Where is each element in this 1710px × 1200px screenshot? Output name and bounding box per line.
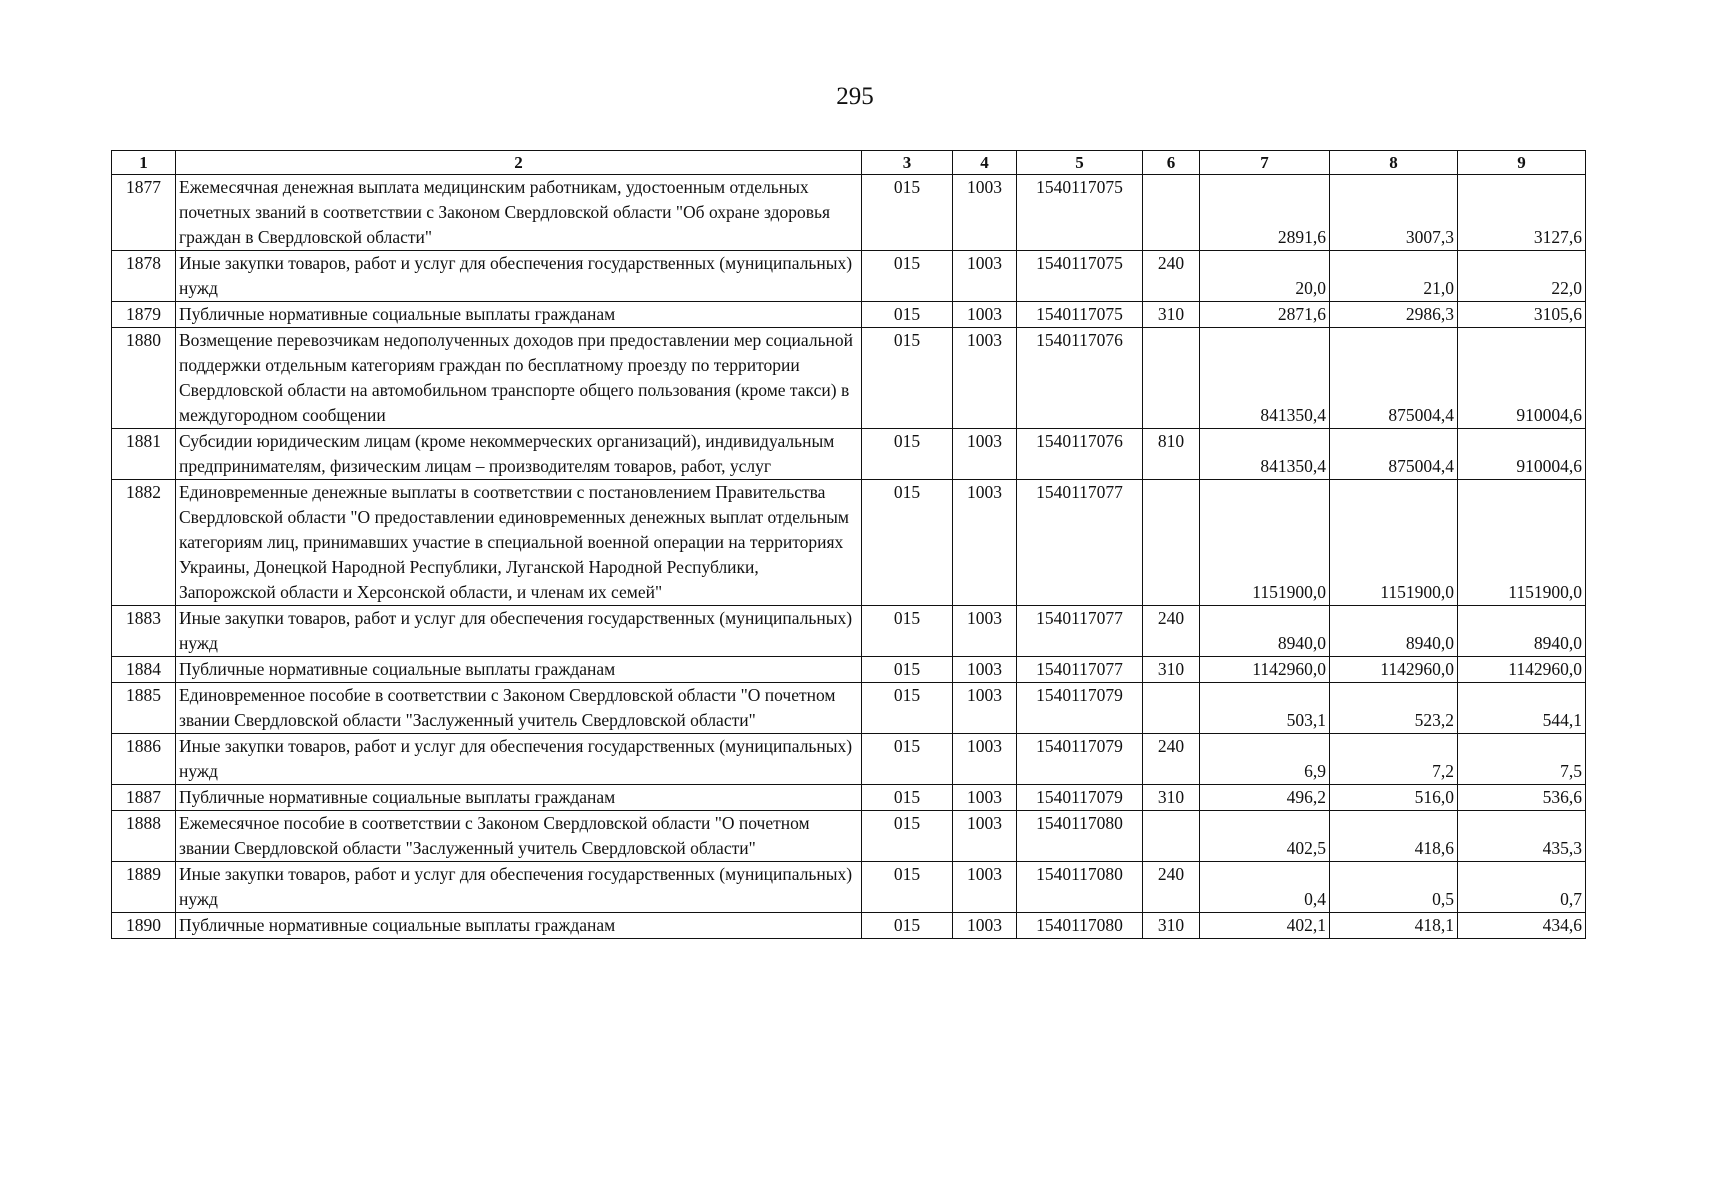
row-number-cell: 1885 bbox=[112, 683, 176, 734]
amount-cell-col9: 544,1 bbox=[1458, 683, 1586, 734]
row-number-cell: 1881 bbox=[112, 429, 176, 480]
ministry-code-cell: 015 bbox=[862, 429, 953, 480]
description-cell: Единовременные денежные выплаты в соответствии с постановлением Правительства Свердловской области "О предоставлении единовременных денежных выплат отдельным категориям лиц, принимавших участие в специальной военной операции на территориях Украины, Донецкой Народной Республики, Луганской Народной Республики, Запорожской области и Херсонской области, и членам их семей" bbox=[176, 480, 862, 606]
header-cell: 9 bbox=[1458, 151, 1586, 175]
header-cell: 2 bbox=[176, 151, 862, 175]
expense-type-cell: 810 bbox=[1143, 429, 1200, 480]
ministry-code-cell: 015 bbox=[862, 606, 953, 657]
expense-type-cell: 310 bbox=[1143, 657, 1200, 683]
expense-type-cell: 240 bbox=[1143, 251, 1200, 302]
target-article-cell: 1540117079 bbox=[1017, 734, 1143, 785]
ministry-code-cell: 015 bbox=[862, 811, 953, 862]
amount-cell-col9: 8940,0 bbox=[1458, 606, 1586, 657]
ministry-code-cell: 015 bbox=[862, 302, 953, 328]
amount-cell-col9: 435,3 bbox=[1458, 811, 1586, 862]
table-row bbox=[112, 175, 1586, 251]
table-row bbox=[112, 480, 1586, 606]
table-row bbox=[112, 811, 1586, 862]
amount-cell-col9: 434,6 bbox=[1458, 913, 1586, 939]
table-body bbox=[112, 175, 1586, 939]
expense-type-cell: 310 bbox=[1143, 785, 1200, 811]
amount-cell-col9: 1151900,0 bbox=[1458, 480, 1586, 606]
row-number-cell: 1884 bbox=[112, 657, 176, 683]
row-number-cell: 1882 bbox=[112, 480, 176, 606]
expense-type-cell: 310 bbox=[1143, 913, 1200, 939]
target-article-cell: 1540117080 bbox=[1017, 811, 1143, 862]
section-code-cell: 1003 bbox=[953, 913, 1017, 939]
description-cell: Ежемесячная денежная выплата медицинским работникам, удостоенным отдельных почетных званий в соответствии с Законом Свердловской области "Об охране здоровья граждан в Свердловской области" bbox=[176, 175, 862, 251]
description-cell: Иные закупки товаров, работ и услуг для обеспечения государственных (муниципальных) нужд bbox=[176, 734, 862, 785]
table-row bbox=[112, 429, 1586, 480]
amount-cell-col9: 22,0 bbox=[1458, 251, 1586, 302]
amount-cell-col9: 3127,6 bbox=[1458, 175, 1586, 251]
amount-cell-col8: 875004,4 bbox=[1330, 429, 1458, 480]
ministry-code-cell: 015 bbox=[862, 480, 953, 606]
header-cell: 5 bbox=[1017, 151, 1143, 175]
table-row bbox=[112, 328, 1586, 429]
description-cell: Публичные нормативные социальные выплаты гражданам bbox=[176, 302, 862, 328]
description-cell: Публичные нормативные социальные выплаты гражданам bbox=[176, 657, 862, 683]
ministry-code-cell: 015 bbox=[862, 175, 953, 251]
description-cell: Публичные нормативные социальные выплаты гражданам bbox=[176, 785, 862, 811]
header-cell: 3 bbox=[862, 151, 953, 175]
table-row bbox=[112, 734, 1586, 785]
ministry-code-cell: 015 bbox=[862, 785, 953, 811]
expense-type-cell bbox=[1143, 328, 1200, 429]
amount-cell-col8: 3007,3 bbox=[1330, 175, 1458, 251]
amount-cell-col9: 3105,6 bbox=[1458, 302, 1586, 328]
amount-cell-col9: 7,5 bbox=[1458, 734, 1586, 785]
amount-cell-col8: 21,0 bbox=[1330, 251, 1458, 302]
row-number-cell: 1883 bbox=[112, 606, 176, 657]
amount-cell-col9: 0,7 bbox=[1458, 862, 1586, 913]
header-cell: 7 bbox=[1200, 151, 1330, 175]
row-number-cell: 1879 bbox=[112, 302, 176, 328]
target-article-cell: 1540117077 bbox=[1017, 606, 1143, 657]
ministry-code-cell: 015 bbox=[862, 657, 953, 683]
section-code-cell: 1003 bbox=[953, 734, 1017, 785]
amount-cell-col8: 1151900,0 bbox=[1330, 480, 1458, 606]
table-row bbox=[112, 785, 1586, 811]
amount-cell-col7: 20,0 bbox=[1200, 251, 1330, 302]
header-row bbox=[112, 151, 1586, 175]
amount-cell-col8: 2986,3 bbox=[1330, 302, 1458, 328]
amount-cell-col8: 523,2 bbox=[1330, 683, 1458, 734]
row-number-cell: 1888 bbox=[112, 811, 176, 862]
amount-cell-col7: 2871,6 bbox=[1200, 302, 1330, 328]
description-cell: Единовременное пособие в соответствии с Законом Свердловской области "О почетном звании Свердловской области "Заслуженный учитель Свердловской области" bbox=[176, 683, 862, 734]
row-number-cell: 1878 bbox=[112, 251, 176, 302]
amount-cell-col7: 841350,4 bbox=[1200, 429, 1330, 480]
header-cell: 1 bbox=[112, 151, 176, 175]
amount-cell-col7: 1151900,0 bbox=[1200, 480, 1330, 606]
header-cell: 4 bbox=[953, 151, 1017, 175]
table-row bbox=[112, 302, 1586, 328]
table-row bbox=[112, 862, 1586, 913]
expense-type-cell bbox=[1143, 480, 1200, 606]
ministry-code-cell: 015 bbox=[862, 734, 953, 785]
amount-cell-col9: 910004,6 bbox=[1458, 429, 1586, 480]
description-cell: Ежемесячное пособие в соответствии с Законом Свердловской области "О почетном звании Свердловской области "Заслуженный учитель Свердловской области" bbox=[176, 811, 862, 862]
section-code-cell: 1003 bbox=[953, 683, 1017, 734]
target-article-cell: 1540117076 bbox=[1017, 429, 1143, 480]
table-row bbox=[112, 683, 1586, 734]
expense-type-cell bbox=[1143, 811, 1200, 862]
section-code-cell: 1003 bbox=[953, 657, 1017, 683]
amount-cell-col8: 1142960,0 bbox=[1330, 657, 1458, 683]
ministry-code-cell: 015 bbox=[862, 683, 953, 734]
table-row bbox=[112, 251, 1586, 302]
amount-cell-col8: 418,1 bbox=[1330, 913, 1458, 939]
amount-cell-col7: 496,2 bbox=[1200, 785, 1330, 811]
target-article-cell: 1540117079 bbox=[1017, 785, 1143, 811]
expense-type-cell: 240 bbox=[1143, 734, 1200, 785]
ministry-code-cell: 015 bbox=[862, 913, 953, 939]
section-code-cell: 1003 bbox=[953, 811, 1017, 862]
description-cell: Возмещение перевозчикам недополученных доходов при предоставлении мер социальной поддержки отдельным категориям граждан по бесплатному проезду по территории Свердловской области на автомобильном транспорте общего пользования (кроме такси) в междугородном сообщении bbox=[176, 328, 862, 429]
ministry-code-cell: 015 bbox=[862, 862, 953, 913]
page-number: 295 bbox=[836, 83, 874, 110]
ministry-code-cell: 015 bbox=[862, 251, 953, 302]
section-code-cell: 1003 bbox=[953, 862, 1017, 913]
section-code-cell: 1003 bbox=[953, 785, 1017, 811]
amount-cell-col7: 1142960,0 bbox=[1200, 657, 1330, 683]
expense-type-cell bbox=[1143, 175, 1200, 251]
amount-cell-col8: 0,5 bbox=[1330, 862, 1458, 913]
amount-cell-col8: 7,2 bbox=[1330, 734, 1458, 785]
section-code-cell: 1003 bbox=[953, 480, 1017, 606]
row-number-cell: 1887 bbox=[112, 785, 176, 811]
amount-cell-col7: 8940,0 bbox=[1200, 606, 1330, 657]
expense-type-cell: 240 bbox=[1143, 606, 1200, 657]
budget-table bbox=[111, 150, 1586, 939]
amount-cell-col7: 0,4 bbox=[1200, 862, 1330, 913]
section-code-cell: 1003 bbox=[953, 251, 1017, 302]
section-code-cell: 1003 bbox=[953, 606, 1017, 657]
amount-cell-col8: 516,0 bbox=[1330, 785, 1458, 811]
header-cell: 6 bbox=[1143, 151, 1200, 175]
amount-cell-col7: 503,1 bbox=[1200, 683, 1330, 734]
amount-cell-col7: 841350,4 bbox=[1200, 328, 1330, 429]
description-cell: Иные закупки товаров, работ и услуг для обеспечения государственных (муниципальных) нужд bbox=[176, 862, 862, 913]
row-number-cell: 1889 bbox=[112, 862, 176, 913]
header-cell: 8 bbox=[1330, 151, 1458, 175]
section-code-cell: 1003 bbox=[953, 429, 1017, 480]
row-number-cell: 1880 bbox=[112, 328, 176, 429]
row-number-cell: 1890 bbox=[112, 913, 176, 939]
amount-cell-col9: 536,6 bbox=[1458, 785, 1586, 811]
ministry-code-cell: 015 bbox=[862, 328, 953, 429]
target-article-cell: 1540117077 bbox=[1017, 657, 1143, 683]
expense-type-cell bbox=[1143, 683, 1200, 734]
expense-type-cell: 310 bbox=[1143, 302, 1200, 328]
description-cell: Субсидии юридическим лицам (кроме некоммерческих организаций), индивидуальным предпринимателям, физическим лицам – производителям товаров, работ, услуг bbox=[176, 429, 862, 480]
amount-cell-col7: 2891,6 bbox=[1200, 175, 1330, 251]
amount-cell-col7: 402,1 bbox=[1200, 913, 1330, 939]
target-article-cell: 1540117075 bbox=[1017, 175, 1143, 251]
section-code-cell: 1003 bbox=[953, 328, 1017, 429]
section-code-cell: 1003 bbox=[953, 175, 1017, 251]
table-row bbox=[112, 606, 1586, 657]
target-article-cell: 1540117076 bbox=[1017, 328, 1143, 429]
amount-cell-col8: 8940,0 bbox=[1330, 606, 1458, 657]
target-article-cell: 1540117079 bbox=[1017, 683, 1143, 734]
target-article-cell: 1540117080 bbox=[1017, 913, 1143, 939]
target-article-cell: 1540117080 bbox=[1017, 862, 1143, 913]
section-code-cell: 1003 bbox=[953, 302, 1017, 328]
amount-cell-col9: 1142960,0 bbox=[1458, 657, 1586, 683]
target-article-cell: 1540117075 bbox=[1017, 251, 1143, 302]
row-number-cell: 1877 bbox=[112, 175, 176, 251]
table-row bbox=[112, 913, 1586, 939]
amount-cell-col9: 910004,6 bbox=[1458, 328, 1586, 429]
row-number-cell: 1886 bbox=[112, 734, 176, 785]
amount-cell-col7: 402,5 bbox=[1200, 811, 1330, 862]
target-article-cell: 1540117077 bbox=[1017, 480, 1143, 606]
amount-cell-col8: 418,6 bbox=[1330, 811, 1458, 862]
expense-type-cell: 240 bbox=[1143, 862, 1200, 913]
description-cell: Иные закупки товаров, работ и услуг для обеспечения государственных (муниципальных) нужд bbox=[176, 606, 862, 657]
description-cell: Публичные нормативные социальные выплаты гражданам bbox=[176, 913, 862, 939]
amount-cell-col8: 875004,4 bbox=[1330, 328, 1458, 429]
target-article-cell: 1540117075 bbox=[1017, 302, 1143, 328]
table-row bbox=[112, 657, 1586, 683]
description-cell: Иные закупки товаров, работ и услуг для обеспечения государственных (муниципальных) нужд bbox=[176, 251, 862, 302]
amount-cell-col7: 6,9 bbox=[1200, 734, 1330, 785]
